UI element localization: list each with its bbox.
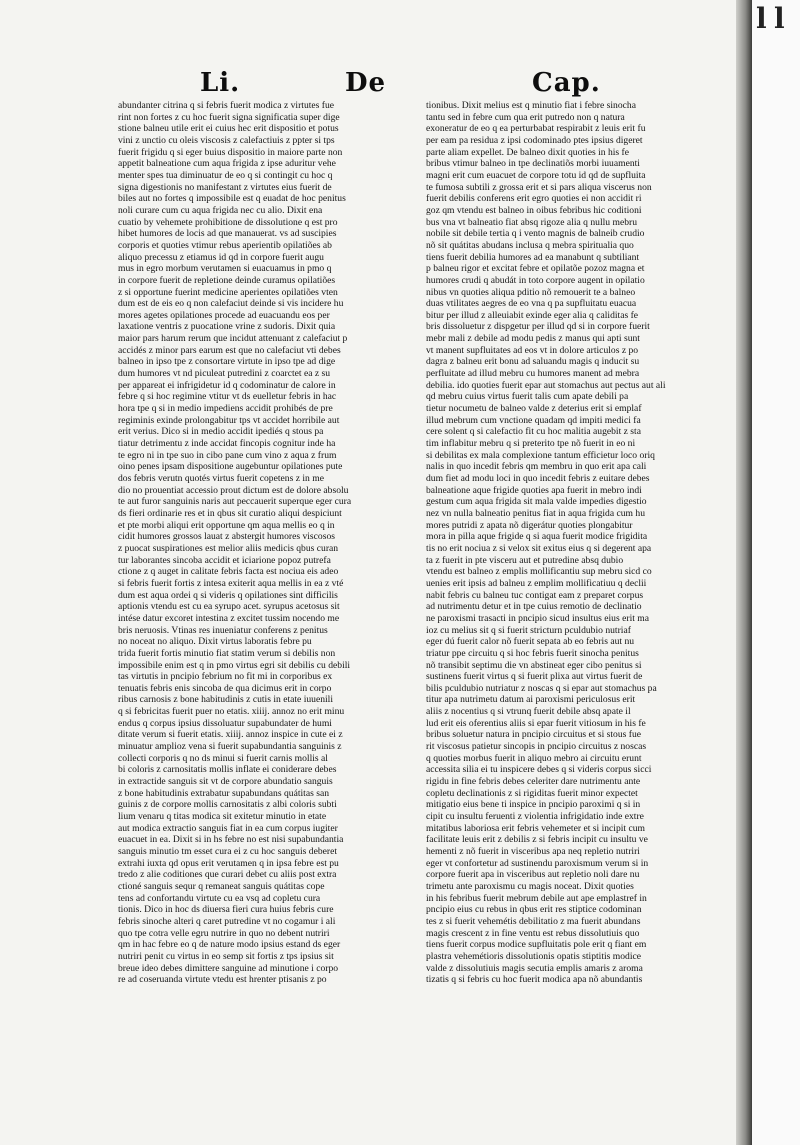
text-line: z bone habitudinis extrabatur supabundans quátitas san [118,787,330,799]
text-line: te aut furor sanguinis naris aut peccauerit superque eger cura [118,496,352,508]
text-line: tes z si fuerit vehemétis debilitatio z ma fuerit abundans [426,915,641,927]
text-line: gestum cum aqua frigida sit mala valde impedies digestio [426,496,647,508]
text-line: te fumosa subtili z grossa erit et si pars aliqua viscerus non [426,181,652,193]
text-line: perfluitate ad illud mebru cu humores manent ad mebra [426,368,640,380]
text-line: tredo z alie coditiones que curari debet cu aliis post extra [118,869,337,881]
text-line: minuatur amplioz vena si fuerit supabundantia sanguinis z [118,741,342,753]
text-line: breue ideo debes dimittere sanguine ad minutione i corpo [118,962,339,974]
text-line: rint non fortes z cu hoc fuerit signa significatia super dige [118,111,340,123]
text-line: tionis. Dico in hoc ds diuersa fieri cura huius febris cure [118,904,334,916]
text-line: et pte morbi aliqui erit opportune qm aqua mellis eo q in [118,519,335,531]
text-line: fuerit debilis conferens erit egro quoties ei non accidit ri [426,193,642,205]
text-line: tim inflabitur mebru q si preterito tpe nõ fuerit in eo ni [426,438,636,450]
text-line: nõ sit quátitas abudans inclusa q mebra spiritualia quo [426,239,634,251]
text-line: trimetu ante paroxismu cu magis noceat. Dixit quoties [426,880,634,892]
text-line: ctione z q auget in calitate febris facta est nociua eis adeo [118,566,339,578]
text-line: dum est de eis eo q non calefaciut deinde si vis incidere hu [118,298,344,310]
text-line: titur apa nutrimetu datum ai paroxismi periculosus erit [426,694,636,706]
text-line: mitigatio eius bene ti inspice in pncipio paroximi q si in [426,799,641,811]
text-line: si febris fuerit fortis z intesa exiterit aqua mellis in ea z vté [118,577,344,589]
text-line: no noceat no aliquo. Dixit virtus laboratis febre pu [118,636,312,648]
text-line: balneatione aque frigide quoties apa fuerit in mebro indi [426,484,642,496]
text-line: mores agetes opilationes procede ad euacuandu eos per [118,309,330,321]
text-line: tas virtutis in pncipio febrium no fit mi in corporibus ex [118,671,333,683]
text-line: nõ transibit septimu die vn abstineat eger cibo penitus si [426,659,642,671]
text-line: extrahi iuxta qd opus erit verutamen q in ipsa febre est pu [118,857,339,869]
text-line: z si opportune fuerint medicine aperientes opilatiões vten [118,286,338,298]
text-line: abundanter citrina q si febris fuerit modica z virtutes fue [118,100,335,111]
text-line: maior pars harum rerum que incidut attenuant z calefaciut p [118,333,348,345]
text-line: q si febricitas fuerit puer no etatis. xiiij. annoz no erit minu [118,706,345,718]
text-line: vtendu est balneo z emplis mollificantiu sup mebru sicd co [426,566,652,578]
text-line: aliis z nocentius q si vtrunq fuerit debile absq apate il [426,706,631,718]
text-line: aptionis vtendu est cu ea syrupo acet. syrupus acetosus sit [118,601,340,613]
adjacent-page-edge [752,0,800,1145]
text-line: cere solent q si calefactio fit cu hoc malitia augebit z sta [426,426,641,438]
text-line: cidit humores grossos lauat z abstergit humores viscosos [118,531,335,543]
text-line: magis crescent z in fine ventu est rebus dissolutiuis quo [426,927,640,939]
text-line: noli curare cum cu aqua frigida nec cu alio. Dixit ena [118,204,323,216]
text-line: trida fuerit fortis minutio fiat statim verum si debilis non [118,647,336,659]
text-line: cipit cu insultu feruenti z violentia infrigidatio inde extre [426,811,644,823]
text-line: in corpore fuerit de repletione deinde curamus opilatiões [118,274,336,286]
text-line: corpore fuerit apa in visceribus aut repletio noli dare nu [426,869,640,881]
text-line: nibus vn quoties aliqua pditio nõ remouerit te a balneo [426,286,636,298]
text-line: endus q corpus ipsius dissoluatur supabundater de humi [118,717,332,729]
text-line: mora in pilla aque frigide q si aqua fuerit modice frigidita [426,531,648,543]
text-line: re ad coseruanda virtute vtedu est hrenter ptisanis z po [118,974,327,986]
text-line: ne paroxismi trasacti in pncipio sicud insultus eius erit ma [426,612,650,624]
edge-mark: l [774,2,785,35]
text-line: mus in egro morbum verutamen si euacuamus in pmo q [118,263,332,275]
text-line: stione balneu utile erit ei cuius hec erit dispositio et potus [118,123,339,135]
text-line: uenies erit ipsis ad balneu z emplim mollificatiuu q declii [426,577,647,589]
text-line: corporis et quoties vtimur rebus aperientib opilatiões ab [118,239,332,251]
text-line: intése datur excoret intestina z excitet tussim nocendo me [118,612,340,624]
text-line: bris dissoluetur z dispgetur per illud qd si in corpore fuerit [426,321,650,333]
text-line: z puocat suspirationes est melior aliis medicis qbus curan [118,542,339,554]
text-line: per eam pa residua z ipsi codominado ptes ipsius digeret [426,134,643,146]
text-line: dio no prouentiat accessio prout dictum est de dolore absolu [118,484,349,496]
text-line: cuatio by vehemete prohibitione de dissolutione q est pro [118,216,338,228]
text-line: impossibile enim est q in pmo virtus egri sit debilis cu debili [118,659,351,671]
text-line: magni erit cum euacuet de corpore totu id qd de supfluita [426,169,646,181]
text-line: eger vt confortetur ad sustinendu paroxismum verum si in [426,857,649,869]
text-line: te egro ni in tpe suo in cibo pane cum vino z aqua z frum [118,449,337,461]
text-line: lium venaru q titas modica sit exitetur minutio in etate [118,811,327,823]
book-spine-shadow [736,0,752,1145]
text-line: ds fieri ordinarie res et in qbus sit curatio aliqui despiciunt [118,507,342,519]
text-column-left [118,100,380,986]
running-head-center: De [345,68,387,98]
text-line: triatur ppe circuitu q si hoc febris fuerit sinocha penitus [426,647,639,659]
text-line: aliquo precessu z etiamus id qd in corpore fuerit augu [118,251,324,263]
text-line: signa digestionis no manifestant z virtutes eius fuerit de [118,181,332,193]
text-line: copletu declinationis z si rigiditas fuerit minor expectet [426,787,638,799]
text-line: humores crudi q abudát in toto corpore augent in opilatio [426,274,645,286]
edge-mark: l [756,2,767,35]
text-line: regiminis exinde prolongabitur tps vt accidet horribile aut [118,414,340,426]
text-line: bribus soluetur natura in pncipio circuitus et si stous fue [426,729,642,741]
text-line: tenuatis febris enis sincoba de qua dicimus erit in corpo [118,682,332,694]
text-line: febre q si hoc regimine vtitur vt ds euelletur febris in hac [118,391,337,403]
text-line: nutriri penit cu virtus in eo semp sit fortis z tps ipsius sit [118,950,334,962]
text-line: facilitate leuis erit z debilis z si febris incipit cu insultu ve [426,834,648,846]
text-line: mebr mali z debile ad modu pedis z manus qui apti sunt [426,333,640,345]
text-line: febris sinoche alteri q caret putredine vt no cogamur i ali [118,915,336,927]
text-line: rit viscosus patietur sincopis in pncipio circuitus z noscas [426,741,647,753]
text-line: goz qm vtendu est balneo in oibus febribus hic coditioni [426,204,642,216]
text-line: bris neruosis. Vtinas res inueniatur conferens z penitus [118,624,328,636]
text-line: fuerit frigidu q si eger buius dispositio in maiore parte non [118,146,343,158]
text-line: pncipio eius cu rebus in qbus erit res stiptice codominan [426,904,642,916]
text-line: balneo in ipso tpe z consortare virtute in ipso tpe ad dige [118,356,336,368]
text-line: tantu sed in febre cum qua erit putredo non q natura [426,111,625,123]
text-line: bilis pculdubio nutriatur z noscas q si epar aut stomachus pa [426,682,657,694]
text-line: vt manent supfluitates ad eos vt in dolore articulos z po [426,344,639,356]
text-line: ctioné sanguis sequr q remaneat sanguis quátitas cope [118,880,325,892]
text-line: ta z fuerit in pte visceru aut et putredine absq dubio [426,554,624,566]
text-line: laxatione ventris z puocatione vrine z sudoris. Dixit quia [118,321,336,333]
text-line: duas vtilitates aegres de eo vna q pa supfluitatu euacua [426,298,637,310]
text-line: in his febribus fuerit mebrum debile aut ape emplastref in [426,892,647,904]
text-line: biles aut no fortes q impossibile est q euadat de hoc penitus [118,193,346,205]
text-line: oino penes ipsam dispositione augebuntur opilationes pute [118,461,343,473]
text-line: accidés z minor pars earum est que no calefaciut vti debes [118,344,341,356]
text-line: bi coloris z carnositatis mollis inflate ei coniderare debes [118,764,337,776]
running-head-left: Li. [200,68,241,98]
text-line: erit verius. Dico si in medio accidit ipediés q stous pa [118,426,324,438]
text-line: qd mebru cuius virtus fuerit talis cum apate debili pa [426,391,629,403]
text-line: dagra z balneu erit bonu ad saluandu magis q inducit su [426,356,640,368]
text-line: ditate verum si fuerit etatis. xiiij. annoz inspice in cute ei z [118,729,343,741]
text-line: parte aliam expellet. De balneo dixit quoties in his fe [426,146,630,158]
text-line: debilia. ido quoties fuerit epar aut stomachus aut pectus aut ali [426,379,666,391]
text-line: mitatibus laboriosa erit febris vehemeter et si incipit cum [426,822,645,834]
text-line: mores putridi z apata nõ digerátur quoties plongabitur [426,519,633,531]
text-line: qm in hac febre eo q de nature modo ipsius estand ds eger [118,939,341,951]
text-line: eger dú fuerit calor nõ fuerit sepata ab eo febris aut nu [426,636,635,648]
text-line: bus vna vt balneatio fiat absq rigoze alia q nullu mebru [426,216,638,228]
text-line: dum fiet ad modu loci in quo incedit febris z euitare debes [426,473,650,484]
text-line: tur laborantes sincoba accidit et iciarione popoz putrefa [118,554,331,566]
text-line: plastra vehemétioris dissolutionis opatis stiptitis modice [426,950,642,962]
text-line: dum humores vt nd piculeat putredini z coarctet ea z su [118,368,331,380]
text-line: per appareat ei infrigidetur id q codominatur de calore in [118,379,336,391]
text-line: vini z unctio cu oleis viscosis z calefactiuis z ppter si tps [118,134,335,146]
text-line: tens ad confortandu virtute cu ea vsq ad copletu cura [118,892,321,904]
running-head-right: Cap. [532,68,601,98]
text-line: dos febris verutn quotés virtus fuerit copetens z in me [118,473,324,484]
text-line: ribus carnosis z bone habitudinis z cutis in etate iuuenili [118,694,334,706]
text-line: si debilitas ex mala complexione tantum efficietur loco oriq [426,449,655,461]
text-line: nobile sit debile tertia q i vento magnis de balneib crudio [426,228,645,240]
text-line: hora tpe q si in medio impediens accidit prohibés de pre [118,403,333,415]
text-line: bitur per illud z alleuiabit exinde eger alia q caliditas fe [426,309,639,321]
text-line: sanguis minutio tm esset cura ei z cu hoc sanguis deberet [118,846,337,857]
text-line: tietur nocumetu de balneo valde z deterius erit si emplaf [426,403,642,415]
text-line: nabit febris cu balneu tuc contigat eam z preparet corpus [426,589,644,601]
text-line: bribus vtimur balneo in tpe declinatiõs morbi iuuamenti [426,158,640,170]
text-line: menter spes tua diminuatur de eo q si contingit cu hoc q [118,169,333,181]
text-line: lud erit eis oferentius aliis si epar fuerit vitiosum in his fe [426,717,646,729]
text-line: tiatur detrimentu z inde accidat fincopis cognitur inde ha [118,438,336,450]
text-line: ioz cu melius sit q si fuerit stricturn pculdubio nutriaf [426,624,631,636]
text-line: hibet humores de locis ad que manauerat. vs ad suscipies [118,228,337,240]
text-line: tionibus. Dixit melius est q minutio fiat i febre sinocha [426,100,636,111]
text-line: valde z dissolutiuis magis secutia emplis amaris z aroma [426,962,643,974]
text-line: euacuet in ea. Dixit si in hs febre no est nisi supabundantia [118,834,344,846]
text-line: tiens fuerit debilia humores ad ea manabunt q subtiliant [426,251,640,263]
text-line: aut modica extractio sanguis fiat in ea cum corpus iugiter [118,822,338,834]
text-column-right [426,100,704,986]
text-line: illud mebrum cum vnctione quadam qd impiti medici fa [426,414,641,426]
text-line: quo tpe cotra velle egru nutrire in quo no debent nutriri [118,927,330,939]
text-line: in extractide sanguis sit vt de corpore abundatio sanguis [118,776,333,788]
text-line: tiens fuerit corpus modice supfluitatis pole erit q fiant em [426,939,647,951]
text-line: tis no erit nociua z si velox sit exitus eius q si degerent apa [426,542,652,554]
text-line: accessita silia ei tu inspicere debes q si videris corpus sicci [426,764,652,776]
text-line: q quoties morbus fuerit in aliquo mebro ai circuitu erunt [426,752,642,764]
text-line: dum est aqua ordei q si videris q opilationes sint difficilis [118,589,338,601]
text-line: exoneratur de eo q ea perturbabat respirabit z leuis erit fu [426,123,646,135]
text-line: collecti corporis q no ds minui si fuerit carnis mollis al [118,752,328,764]
text-line: rigidu in fine febris debes celeriter dare nutrimentu ante [426,776,641,788]
text-line: sustinens fuerit virtus q si fuerit plixa aut virtus fuerit de [426,671,643,683]
text-line: nez vn nulla balneatio penitus fiat in aqua frigida cum hu [426,507,645,519]
text-line: p balneu rigor et excitat febre et opilatõe pozoz magna et [426,263,645,275]
text-line: appetit balneatione cum aqua frigida z ipse aduritur vehe [118,158,336,170]
text-line: hementi z nõ fuerit in visceribus apa neq repletio nutriri [426,846,640,857]
text-line: nalis in quo incedit febris qm membru in quo erit apa cali [426,461,647,473]
text-line: tizatis q si febris cu hoc fuerit modica apa nõ abundantis [426,974,643,986]
text-line: ad nutrimentu detur et in tpe cuius remotio de declinatio [426,601,642,613]
text-line: guinis z de corpore mollis carnositatis z albi coloris subti [118,799,337,811]
